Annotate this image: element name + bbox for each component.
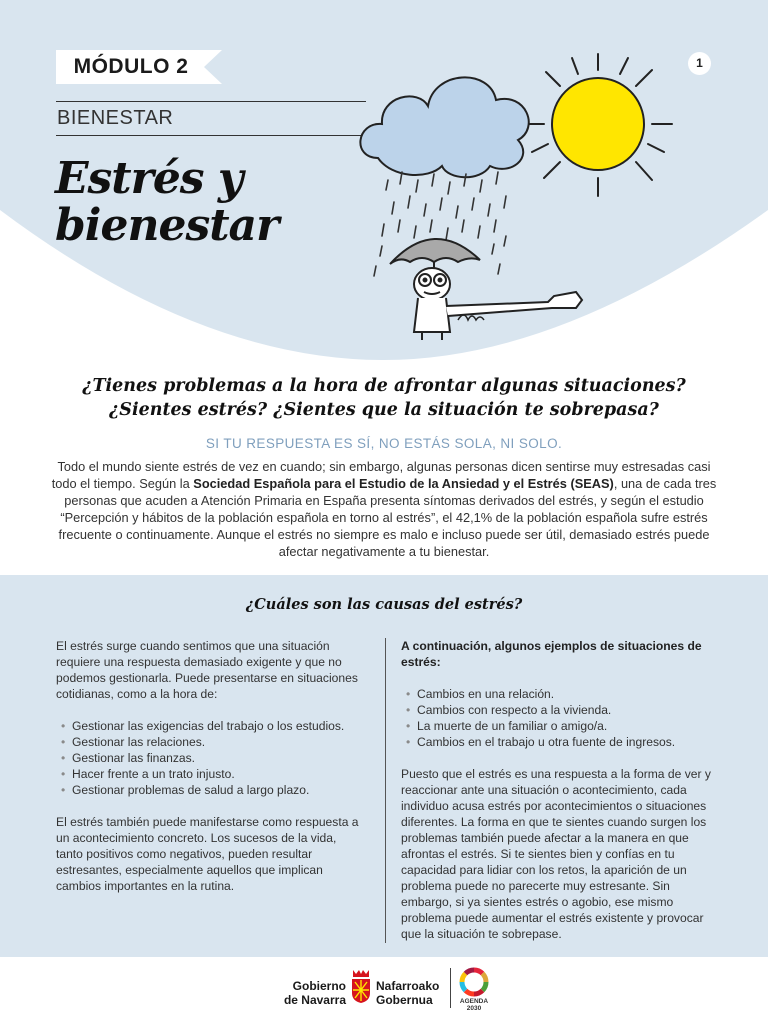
signature-mark: [458, 315, 484, 320]
left-intro-paragraph: El estrés surge cuando sentimos que una situación requiere una respuesta demasiado exigente y que no podemos gestionarla. Puede presentarse en situaciones cotidianas, como a la hora de:: [56, 639, 358, 701]
intro-text-bold: Sociedad Española para el Estudio de la Ansiedad y el Estrés (SEAS): [193, 476, 614, 491]
gov-es-line-2: de Navarra: [283, 993, 346, 1007]
gov-eu-line-1: Nafarroako: [376, 979, 440, 993]
divider-line: [56, 135, 366, 136]
right-closing-paragraph: Puesto que el estrés es una respuesta a la forma de ver y reaccionar ante una situación o acontecimiento, cada individuo acusa estrés por acontecimientos o situaciones diferentes. La forma en que te sientes cuando surgen los problemas también puede afectar a la manera en que afrontas el estrés. Si te sientes bien y confías en tu capacidad para lidiar con los retos, la aparición de un problema puede no parecerte muy estresante. Sin embargo, si ya sientes estrés o agobio, ese mismo problema puede aumentar el estrés existente y provocar que la situación te sobrepase.: [401, 767, 711, 941]
cloud-icon: [360, 77, 528, 177]
footer-divider: [450, 968, 451, 1008]
list-item: • Gestionar las exigencias del trabajo o los estudios.: [56, 718, 366, 734]
page-number: 1: [688, 52, 711, 75]
list-item: • Gestionar las finanzas.: [56, 750, 366, 766]
list-item: • Gestionar las relaciones.: [56, 734, 366, 750]
title-line-1: Estrés y: [55, 153, 243, 204]
intro-text-part-1: Todo el mundo siente estrés de vez en cuando; sin embargo, algunas personas dicen sentirse muy estresadas casi todo el tiempo. Según la: [51, 459, 711, 491]
list-item: • Hacer frente a un trato injusto.: [56, 766, 366, 782]
page-title: [55, 155, 345, 249]
list-item: • Gestionar problemas de salud a largo plazo.: [56, 782, 366, 798]
title-line-2: bienestar: [55, 200, 279, 251]
causes-left-column: [56, 638, 366, 910]
person-figure: [414, 268, 582, 340]
intro-answer: SI TU RESPUESTA ES SÍ, NO ESTÁS SOLA, NI SOLO.: [205, 436, 563, 451]
intro-text-part-2: , una de cada tres personas que acuden a Atención Primaria en España presenta síntomas derivados del estrés, y según el estudio “Percepción y hábitos de la población española en torno al estrés”, el 42,1% de la población española sufre estrés frecuente o continuamente. Aunque el estrés no siempre es malo e incluso puede ser útil, demasiado estrés puede afectar negativamente a tu bienestar.: [58, 476, 717, 559]
government-name-basque: [376, 979, 456, 1007]
right-heading: A continuación, algunos ejemplos de situaciones de estrés:: [401, 639, 702, 669]
agenda-2030-label: [456, 998, 492, 1012]
causes-right-column: [401, 638, 717, 958]
section-label: BIENESTAR: [57, 107, 174, 129]
navarra-shield-icon: [349, 968, 373, 1004]
left-closing-paragraph: El estrés también puede manifestarse como respuesta a un acontecimiento concreto. Los sucesos de la vida, tanto positivos como negativos, pueden resultar estresantes, especialmente aquellos que implican cambios importantes en la rutina.: [56, 815, 359, 893]
agenda-line-1: AGENDA: [459, 998, 489, 1005]
left-bullet-list: [56, 718, 366, 798]
government-name-spanish: [280, 979, 346, 1007]
list-item: • Cambios con respecto a la vivienda.: [401, 702, 717, 718]
module-label: MÓDULO 2: [73, 55, 189, 78]
rain-cloud-sun-illustration: [330, 40, 690, 340]
right-bullet-list: [401, 686, 717, 750]
list-item: • Cambios en el trabajo u otra fuente de ingresos.: [401, 734, 717, 750]
intro-question: [40, 374, 728, 422]
gov-es-line-1: Gobierno: [292, 979, 346, 993]
causes-title: ¿Cuáles son las causas del estrés?: [245, 596, 523, 613]
list-item: • La muerte de un familiar o amigo/a.: [401, 718, 717, 734]
intro-paragraph: [50, 458, 718, 560]
agenda-line-2: 2030: [466, 1005, 482, 1012]
question-line-1: ¿Tienes problemas a la hora de afrontar algunas situaciones?: [82, 376, 686, 396]
question-line-2: ¿Sientes estrés? ¿Sientes que la situación te sobrepasa?: [109, 400, 659, 420]
sun-icon: [526, 54, 672, 196]
divider-line: [56, 101, 366, 102]
gov-eu-line-2: Gobernua: [376, 993, 433, 1007]
column-divider: [385, 638, 386, 943]
list-item: • Cambios en una relación.: [401, 686, 717, 702]
sdg-wheel-icon: [458, 966, 490, 998]
